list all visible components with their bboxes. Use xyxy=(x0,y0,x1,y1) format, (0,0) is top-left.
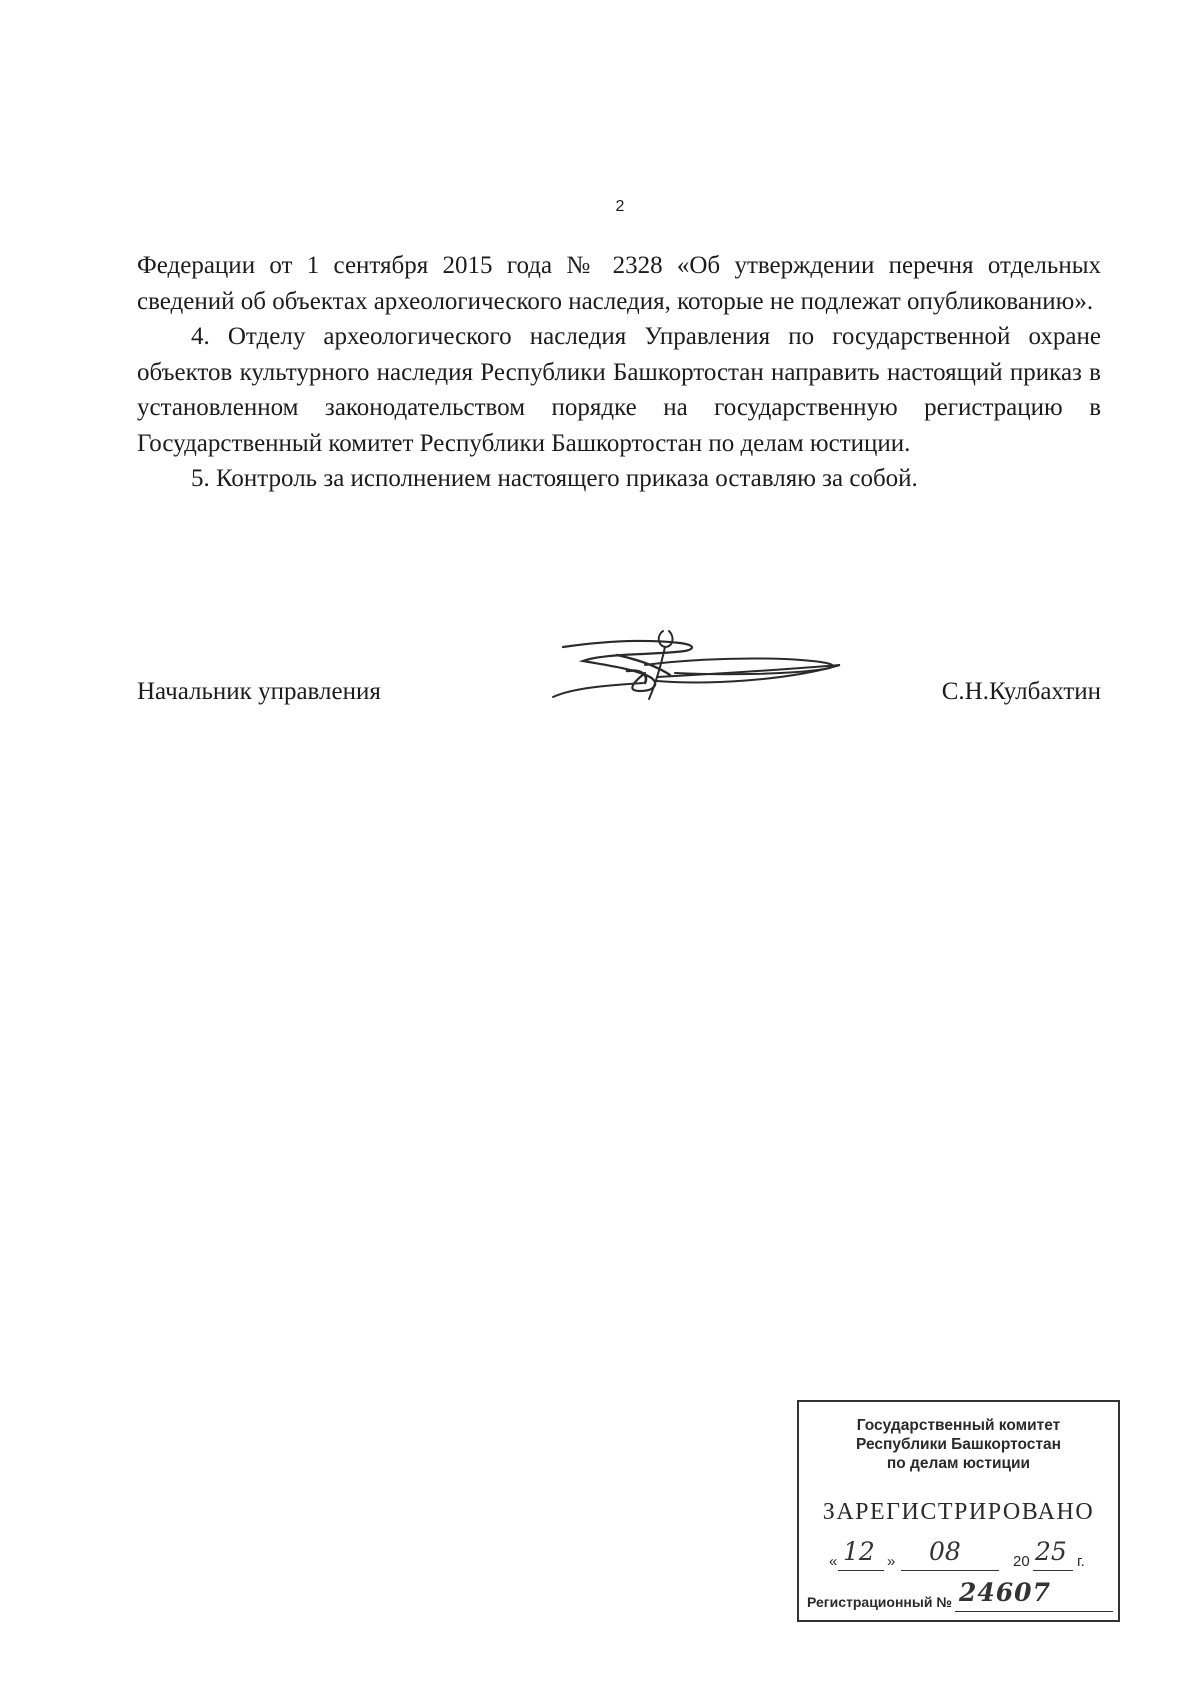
stamp-organization xyxy=(799,1416,1118,1473)
stamp-org-line: по делам юстиции xyxy=(886,1455,1031,1472)
signature-block xyxy=(137,678,1101,718)
stamp-status: ЗАРЕГИСТРИРОВАНО xyxy=(822,1499,1095,1525)
date-year-suffix: 25 xyxy=(1035,1537,1067,1566)
stamp-org-line: Республики Башкортостан xyxy=(856,1436,1061,1453)
date-year-prefix: 20 xyxy=(1013,1553,1030,1570)
paragraph-continuation: Федерации от 1 сентября 2015 года № 2328 «Об утверждении перечня отдельных сведений об объектах археологического наследия, которые не подлежат опубликованию». xyxy=(137,252,1101,315)
registration-stamp xyxy=(797,1400,1120,1622)
date-day: 12 xyxy=(843,1537,875,1566)
registration-line xyxy=(955,1611,1113,1612)
quote-open: « xyxy=(829,1553,838,1570)
paragraph-item-4: 4. Отделу археологического наследия Управления по государственной охране объектов культурного наследия Республики Башкортостан направить настоящий приказ в установленном законодательством порядке на государственную регистрацию в Государственный комитет Республики Башкортостан по делам юстиции. xyxy=(137,323,1101,457)
stamp-org-line: Государственный комитет xyxy=(856,1417,1061,1434)
date-year-unit: г. xyxy=(1077,1553,1085,1570)
document-body xyxy=(137,248,1101,497)
page-number: 2 xyxy=(615,198,625,215)
date-year-line xyxy=(1033,1570,1073,1571)
quote-close: » xyxy=(887,1553,896,1570)
stamp-date xyxy=(829,1537,1109,1573)
date-month-line xyxy=(901,1570,999,1571)
paragraph-item-5: 5. Контроль за исполнением настоящего приказа оставляю за собой. xyxy=(191,465,918,492)
registration-number: 24607 xyxy=(959,1578,1051,1607)
date-day-line xyxy=(838,1570,884,1571)
stamp-registration xyxy=(807,1578,1115,1612)
registration-label: Регистрационный № xyxy=(807,1594,952,1610)
date-month: 08 xyxy=(929,1537,961,1566)
signer-title: Начальник управления xyxy=(137,678,381,705)
signer-name: С.Н.Кулбахтин xyxy=(941,678,1101,705)
